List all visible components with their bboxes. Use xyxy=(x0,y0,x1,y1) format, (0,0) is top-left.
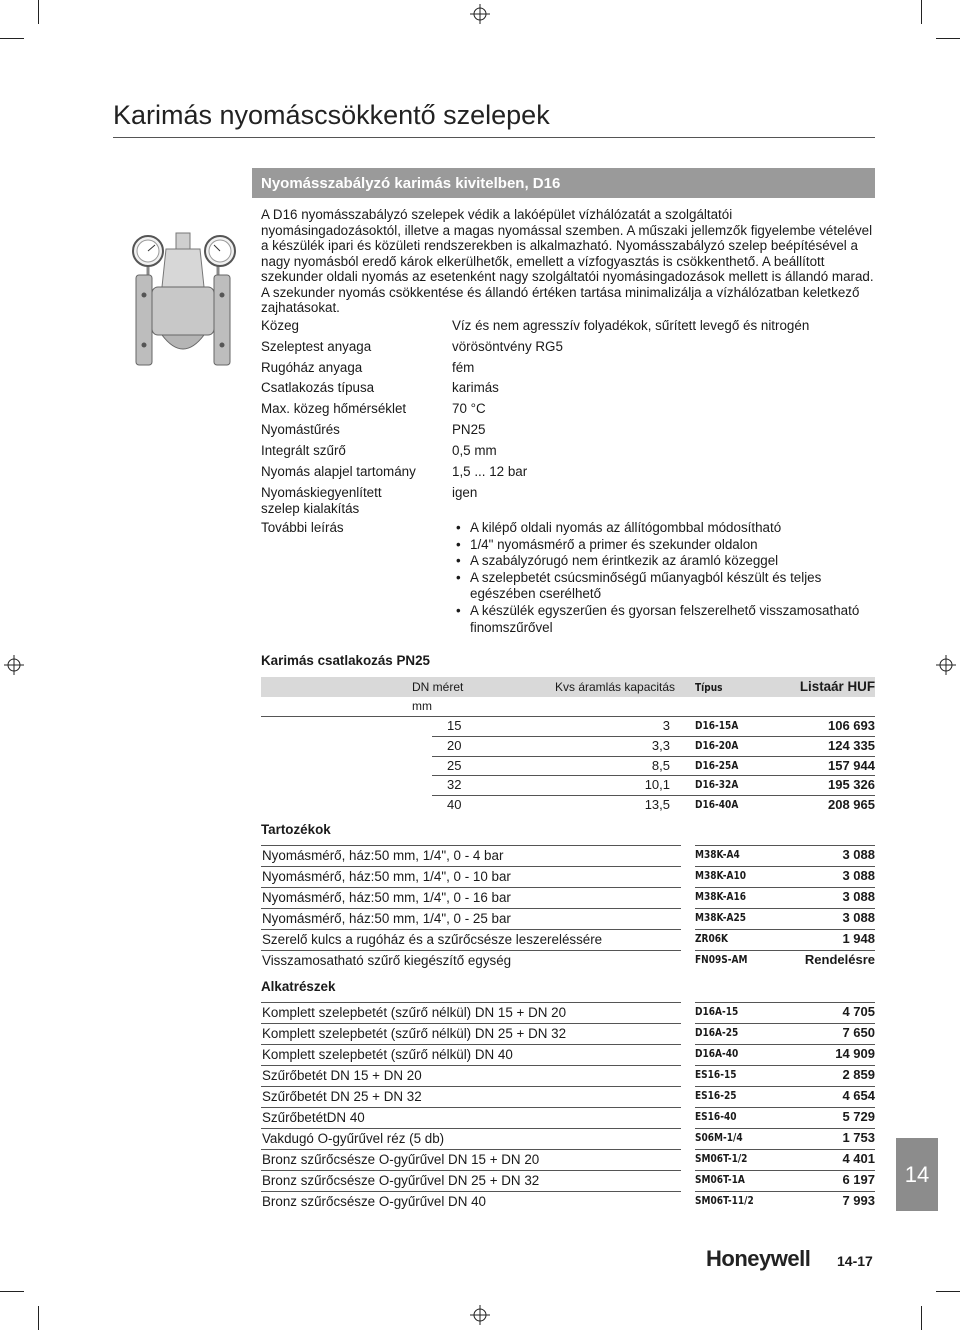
spec-value: karimás xyxy=(452,380,499,395)
chapter-tab: 14 xyxy=(896,1138,938,1211)
item-price: 3 088 xyxy=(842,910,875,925)
page-title: Karimás nyomáscsökkentő szelepek xyxy=(113,100,550,130)
cell-price: 124 335 xyxy=(828,738,875,753)
row-divider xyxy=(261,1107,681,1108)
table-divider xyxy=(432,736,875,737)
item-desc: Komplett szelepbetét (szűrő nélkül) DN 40 xyxy=(262,1047,513,1062)
item-desc: Nyomásmérő, ház:50 mm, 1/4", 0 - 10 bar xyxy=(262,869,511,884)
row-divider xyxy=(261,866,681,867)
col-header-dn: DN méret xyxy=(412,680,464,694)
item-price: 4 654 xyxy=(842,1088,875,1103)
row-divider xyxy=(695,950,875,951)
item-price: 6 197 xyxy=(842,1172,875,1187)
row-divider xyxy=(261,908,681,909)
cell-price: 208 965 xyxy=(828,797,875,812)
feature-item: • A készülék egyszerűen és gyorsan felszerelhető visszamosatható finomszűrővel xyxy=(452,603,872,636)
col-header-kvs: Kvs áramlás kapacitás xyxy=(555,680,676,694)
cell-price: 195 326 xyxy=(828,777,875,792)
valve-product-image xyxy=(118,225,248,375)
row-divider xyxy=(695,1170,875,1171)
item-desc: Szűrőbetét DN 25 + DN 32 xyxy=(262,1089,422,1104)
item-price: 3 088 xyxy=(842,889,875,904)
item-desc: Vakdugó O-gyűrűvel réz (5 db) xyxy=(262,1131,445,1146)
item-desc: Visszamosatható szűrő kiegészítő egység xyxy=(262,953,512,968)
item-type: D16A-25 xyxy=(695,1026,739,1039)
crop-mark xyxy=(38,1306,39,1330)
feature-item: • A kilépő oldali nyomás az állítógombbal módosítható xyxy=(452,520,872,537)
col-header-price: Listaár HUF xyxy=(799,679,875,694)
section-header: Nyomásszabályzó karimás kivitelben, D16 xyxy=(252,168,875,198)
row-divider xyxy=(695,1128,875,1129)
feature-item: • 1/4" nyomásmérő a primer és szekunder oldalon xyxy=(452,537,872,554)
cell-kvs: 13,5 xyxy=(644,797,670,812)
row-divider xyxy=(261,887,681,888)
item-desc: Nyomásmérő, ház:50 mm, 1/4", 0 - 25 bar xyxy=(262,911,511,926)
spec-value: igen xyxy=(452,485,478,500)
row-divider xyxy=(695,908,875,909)
brand-logo: Honeywell xyxy=(706,1246,811,1271)
item-type: M38K-A16 xyxy=(695,890,747,903)
item-type: D16A-15 xyxy=(695,1005,739,1018)
row-divider xyxy=(695,1086,875,1087)
spec-key: További leírás xyxy=(261,520,344,535)
item-desc: Komplett szelepbetét (szűrő nélkül) DN 25 + DN 32 xyxy=(262,1026,567,1041)
row-divider xyxy=(695,887,875,888)
cell-type: D16-25A xyxy=(695,759,739,772)
spec-key: Csatlakozás típusa xyxy=(261,380,375,395)
cell-type: D16-15A xyxy=(695,719,739,732)
row-divider xyxy=(695,845,875,846)
row-divider xyxy=(695,1065,875,1066)
crop-mark xyxy=(921,1306,922,1330)
row-divider xyxy=(261,1044,681,1045)
item-price: 5 729 xyxy=(842,1109,875,1124)
col-header-unit: mm xyxy=(412,699,432,713)
item-price: 1 753 xyxy=(842,1130,875,1145)
table-divider xyxy=(261,716,875,717)
item-desc: Szűrőbetét DN 15 + DN 20 xyxy=(262,1068,422,1083)
table-divider xyxy=(432,775,875,776)
registration-mark-icon xyxy=(936,655,956,675)
item-type: M38K-A25 xyxy=(695,911,747,924)
item-desc: Komplett szelepbetét (szűrő nélkül) DN 15 + DN 20 xyxy=(262,1005,567,1020)
item-price: 2 859 xyxy=(842,1067,875,1082)
row-divider xyxy=(695,1107,875,1108)
cell-dn: 40 xyxy=(447,797,462,812)
item-price: 1 948 xyxy=(842,931,875,946)
title-divider xyxy=(113,137,875,138)
table-divider xyxy=(432,795,875,796)
spec-key: Integrált szűrő xyxy=(261,443,346,458)
item-desc: Bronz szűrőcsésze O-gyűrűvel DN 25 + DN 32 xyxy=(262,1173,540,1188)
table-divider xyxy=(432,756,875,757)
crop-mark xyxy=(936,1291,960,1292)
spec-value: 70 °C xyxy=(452,401,486,416)
item-type: M38K-A4 xyxy=(695,848,740,861)
row-divider xyxy=(261,929,681,930)
spec-value: PN25 xyxy=(452,422,486,437)
row-divider xyxy=(695,1023,875,1024)
item-desc: Bronz szűrőcsésze O-gyűrűvel DN 15 + DN 20 xyxy=(262,1152,540,1167)
crop-mark xyxy=(0,38,24,39)
item-price: 14 909 xyxy=(835,1046,875,1061)
item-desc: SzűrőbetétDN 40 xyxy=(262,1110,365,1125)
accessories-title: Tartozékok xyxy=(261,822,331,837)
feature-list xyxy=(452,520,872,636)
item-price: 7 993 xyxy=(842,1193,875,1208)
item-type: SM06T-1/2 xyxy=(695,1152,748,1165)
row-divider xyxy=(261,1002,681,1003)
item-desc: Bronz szűrőcsésze O-gyűrűvel DN 40 xyxy=(262,1194,487,1209)
item-type: ZR06K xyxy=(695,932,729,945)
cell-kvs: 8,5 xyxy=(651,758,670,773)
crop-mark xyxy=(0,1291,24,1292)
crop-mark xyxy=(936,38,960,39)
row-divider xyxy=(695,929,875,930)
item-price: 3 088 xyxy=(842,847,875,862)
page-number: 14-17 xyxy=(837,1253,873,1269)
flange-section-title: Karimás csatlakozás PN25 xyxy=(261,653,430,668)
row-divider xyxy=(261,1065,681,1066)
item-type: S06M-1/4 xyxy=(695,1131,743,1144)
row-divider xyxy=(261,1170,681,1171)
row-divider xyxy=(261,950,681,951)
row-divider xyxy=(261,1086,681,1087)
row-divider xyxy=(261,1023,681,1024)
item-price: 4 705 xyxy=(842,1004,875,1019)
cell-kvs: 3 xyxy=(662,718,670,733)
row-divider xyxy=(695,1002,875,1003)
row-divider xyxy=(261,1149,681,1150)
cell-dn: 15 xyxy=(447,718,462,733)
spec-key: Max. közeg hőmérséklet xyxy=(261,401,407,416)
cell-kvs: 3,3 xyxy=(651,738,670,753)
item-desc: Nyomásmérő, ház:50 mm, 1/4", 0 - 16 bar xyxy=(262,890,511,905)
spec-value: 0,5 mm xyxy=(452,443,497,458)
cell-type: D16-32A xyxy=(695,778,739,791)
cell-dn: 20 xyxy=(447,738,462,753)
spec-value: vörösöntvény RG5 xyxy=(452,339,563,354)
item-price: 3 088 xyxy=(842,868,875,883)
item-type: ES16-25 xyxy=(695,1089,737,1102)
spec-key: Nyomáskiegyenlített szelep kialakítás xyxy=(261,485,382,516)
cell-type: D16-20A xyxy=(695,739,739,752)
spec-value: 1,5 ... 12 bar xyxy=(452,464,528,479)
cell-price: 157 944 xyxy=(828,758,875,773)
intro-paragraph: A D16 nyomásszabályzó szelepek védik a lakóépület vízhálózatát a szolgáltatói nyomásingadozásoktól, illetve a magas nyomással szemben. A műszaki jellemzők figyelembe vételével a készülék ipari és közületi rendszerekben is alkalmazható. Nyomásszabályzó szelep beépítésével a nagy nyomásból eredő károk elkerülhetők, emellett a vízfogyasztás is csökkenthető. A beállított szekunder oldali nyomás az esetenként nagy szolgáltatói nyomásingadozások mellett is állandó marad. A szekunder nyomás csökkentése és állandó értéken tartása minimalizálja a vízhálózatban keletkező zajhatásokat. xyxy=(261,207,874,315)
item-type: ES16-15 xyxy=(695,1068,737,1081)
cell-kvs: 10,1 xyxy=(644,777,670,792)
item-type: D16A-40 xyxy=(695,1047,739,1060)
feature-item: • A szabályzórugó nem érintkezik az áramló közeggel xyxy=(452,553,872,570)
crop-mark xyxy=(921,0,922,24)
item-price: 7 650 xyxy=(842,1025,875,1040)
item-type: SM06T-1A xyxy=(695,1173,745,1186)
row-divider xyxy=(261,1191,681,1192)
item-type: M38K-A10 xyxy=(695,869,747,882)
item-desc: Nyomásmérő, ház:50 mm, 1/4", 0 - 4 bar xyxy=(262,848,504,863)
col-header-type: Típus xyxy=(695,681,723,694)
item-desc: Szerelő kulcs a rugóház és a szűrőcsésze leszereléssére xyxy=(262,932,603,947)
cell-dn: 25 xyxy=(447,758,462,773)
item-type: SM06T-11/2 xyxy=(695,1194,754,1207)
feature-item: • A szelepbetét csúcsminőségű műanyagból készült és teljes egészében cserélhető xyxy=(452,570,872,603)
cell-type: D16-40A xyxy=(695,798,739,811)
spec-key: Nyomás alapjel tartomány xyxy=(261,464,416,479)
row-divider xyxy=(695,1149,875,1150)
spec-key: Rugóház anyaga xyxy=(261,360,363,375)
item-price: 4 401 xyxy=(842,1151,875,1166)
spec-value: Víz és nem agresszív folyadékok, sűrített levegő és nitrogén xyxy=(452,318,810,333)
cell-price: 106 693 xyxy=(828,718,875,733)
spec-key: Közeg xyxy=(261,318,299,333)
crop-mark xyxy=(38,0,39,24)
item-type: ES16-40 xyxy=(695,1110,737,1123)
spec-value: fém xyxy=(452,360,475,375)
spec-key: Szeleptest anyaga xyxy=(261,339,372,354)
row-divider xyxy=(695,866,875,867)
item-type: FN09S-AM xyxy=(695,953,748,966)
parts-title: Alkatrészek xyxy=(261,979,336,994)
row-divider xyxy=(261,1128,681,1129)
registration-mark-icon xyxy=(470,1305,490,1325)
row-divider xyxy=(695,1191,875,1192)
row-divider xyxy=(695,1044,875,1045)
cell-dn: 32 xyxy=(447,777,462,792)
registration-mark-icon xyxy=(4,655,24,675)
row-divider xyxy=(261,845,681,846)
registration-mark-icon xyxy=(470,4,490,24)
spec-key: Nyomástűrés xyxy=(261,422,340,437)
item-price: Rendelésre xyxy=(804,952,875,967)
